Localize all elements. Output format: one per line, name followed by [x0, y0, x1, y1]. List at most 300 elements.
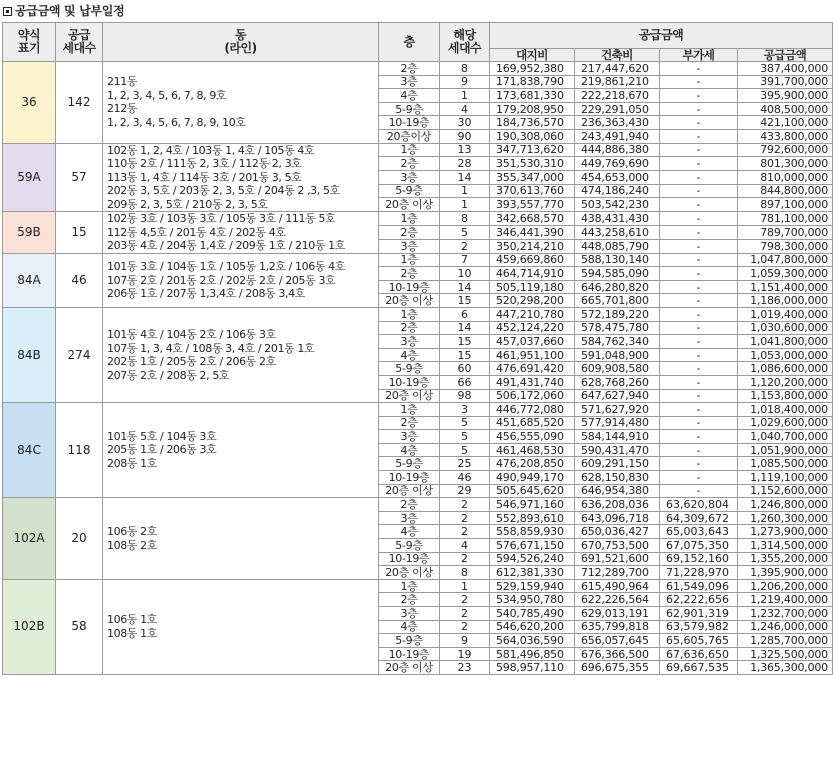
vat-cell: - [660, 212, 738, 226]
vat-cell: 67,075,350 [660, 539, 738, 553]
floor-units-cell: 1 [440, 198, 490, 212]
land-price-cell: 594,526,240 [490, 552, 575, 566]
total-price-cell: 1,086,600,000 [738, 362, 833, 376]
dong-line-cell: 102동 3호 / 103동 3호 / 105동 3호 / 111동 5호 112동 4,5호 / 201동 4호 / 202동 4호 203동 4호 / 204동 1,4호 / 209동 1호 / 210동 1호 [103, 212, 379, 254]
total-price-cell: 1,246,800,000 [738, 498, 833, 512]
supply-units-cell: 118 [56, 403, 103, 498]
floor-cell: 2층 [379, 225, 440, 239]
building-price-cell: 676,366,500 [575, 647, 660, 661]
land-price-cell: 491,431,740 [490, 375, 575, 389]
floor-units-cell: 2 [440, 239, 490, 253]
floor-cell: 10-19층 [379, 471, 440, 485]
floor-cell: 5-9층 [379, 102, 440, 116]
building-price-cell: 454,653,000 [575, 170, 660, 184]
total-price-cell: 897,100,000 [738, 198, 833, 212]
unit-type-cell: 84C [3, 403, 56, 498]
total-price-cell: 408,500,000 [738, 102, 833, 116]
vat-cell: - [660, 89, 738, 103]
square-bullet-icon [3, 7, 12, 16]
table-row [3, 62, 833, 76]
floor-units-cell: 5 [440, 443, 490, 457]
floor-units-cell: 19 [440, 647, 490, 661]
total-price-cell: 1,232,700,000 [738, 607, 833, 621]
building-price-cell: 646,280,820 [575, 280, 660, 294]
floor-cell: 20층 이상 [379, 661, 440, 675]
vat-cell: - [660, 471, 738, 485]
building-price-cell: 636,208,036 [575, 498, 660, 512]
building-price-cell: 444,886,380 [575, 143, 660, 157]
land-price-cell: 546,971,160 [490, 498, 575, 512]
building-price-cell: 665,701,800 [575, 294, 660, 308]
floor-cell: 3층 [379, 335, 440, 349]
building-price-cell: 696,675,355 [575, 661, 660, 675]
floor-cell: 4층 [379, 620, 440, 634]
dong-line-cell: 106동 2호 108동 2호 [103, 498, 379, 580]
floor-units-cell: 4 [440, 102, 490, 116]
total-price-cell: 1,051,900,000 [738, 443, 833, 457]
land-price-cell: 490,949,170 [490, 471, 575, 485]
land-price-cell: 451,685,520 [490, 416, 575, 430]
land-price-cell: 179,208,950 [490, 102, 575, 116]
floor-units-cell: 2 [440, 525, 490, 539]
total-price-cell: 1,151,400,000 [738, 280, 833, 294]
vat-cell: - [660, 157, 738, 171]
land-price-cell: 546,620,200 [490, 620, 575, 634]
total-price-cell: 395,900,000 [738, 89, 833, 103]
floor-units-cell: 23 [440, 661, 490, 675]
land-price-cell: 169,952,380 [490, 62, 575, 76]
floor-units-cell: 28 [440, 157, 490, 171]
land-price-cell: 452,124,220 [490, 321, 575, 335]
total-price-cell: 1,219,400,000 [738, 593, 833, 607]
building-price-cell: 474,186,240 [575, 184, 660, 198]
supply-price-table [2, 22, 833, 675]
floor-units-cell: 3 [440, 403, 490, 417]
total-price-cell: 1,041,800,000 [738, 335, 833, 349]
floor-units-cell: 60 [440, 362, 490, 376]
land-price-cell: 393,557,770 [490, 198, 575, 212]
land-price-cell: 461,951,100 [490, 348, 575, 362]
table-row [3, 212, 833, 226]
header-type: 약식 표기 [3, 23, 56, 62]
floor-units-cell: 15 [440, 335, 490, 349]
floor-units-cell: 46 [440, 471, 490, 485]
header-floor-units: 해당 세대수 [440, 23, 490, 62]
total-price-cell: 798,300,000 [738, 239, 833, 253]
vat-cell: 63,620,804 [660, 498, 738, 512]
total-price-cell: 1,186,000,000 [738, 294, 833, 308]
vat-cell: - [660, 280, 738, 294]
building-price-cell: 243,491,940 [575, 129, 660, 143]
vat-cell: - [660, 184, 738, 198]
total-price-cell: 844,800,000 [738, 184, 833, 198]
total-price-cell: 1,030,600,000 [738, 321, 833, 335]
floor-cell: 3층 [379, 607, 440, 621]
vat-cell: 63,579,982 [660, 620, 738, 634]
building-price-cell: 591,048,900 [575, 348, 660, 362]
header-land: 대지비 [490, 49, 575, 62]
table-row [3, 143, 833, 157]
total-price-cell: 1,119,100,000 [738, 471, 833, 485]
vat-cell: - [660, 403, 738, 417]
land-price-cell: 564,036,590 [490, 634, 575, 648]
vat-cell: 69,667,535 [660, 661, 738, 675]
floor-cell: 3층 [379, 239, 440, 253]
floor-cell: 4층 [379, 525, 440, 539]
building-price-cell: 590,431,470 [575, 443, 660, 457]
floor-units-cell: 5 [440, 430, 490, 444]
building-price-cell: 572,189,220 [575, 307, 660, 321]
total-price-cell: 1,029,600,000 [738, 416, 833, 430]
vat-cell: - [660, 307, 738, 321]
land-price-cell: 540,785,490 [490, 607, 575, 621]
floor-cell: 1층 [379, 403, 440, 417]
floor-units-cell: 6 [440, 307, 490, 321]
floor-units-cell: 2 [440, 593, 490, 607]
floor-cell: 5-9층 [379, 634, 440, 648]
land-price-cell: 446,772,080 [490, 403, 575, 417]
building-price-cell: 449,769,690 [575, 157, 660, 171]
land-price-cell: 505,645,620 [490, 484, 575, 498]
floor-units-cell: 4 [440, 539, 490, 553]
supply-units-cell: 15 [56, 212, 103, 254]
total-price-cell: 1,273,900,000 [738, 525, 833, 539]
total-price-cell: 1,120,200,000 [738, 375, 833, 389]
building-price-cell: 647,627,940 [575, 389, 660, 403]
vat-cell: - [660, 430, 738, 444]
building-price-cell: 609,908,580 [575, 362, 660, 376]
building-price-cell: 594,585,090 [575, 267, 660, 281]
unit-type-cell: 59B [3, 212, 56, 254]
floor-units-cell: 66 [440, 375, 490, 389]
building-price-cell: 650,036,427 [575, 525, 660, 539]
vat-cell: - [660, 443, 738, 457]
floor-cell: 3층 [379, 430, 440, 444]
header-floor: 층 [379, 23, 440, 62]
land-price-cell: 190,308,060 [490, 129, 575, 143]
land-price-cell: 184,736,570 [490, 116, 575, 130]
floor-cell: 4층 [379, 348, 440, 362]
floor-cell: 10-19층 [379, 647, 440, 661]
building-price-cell: 503,542,230 [575, 198, 660, 212]
floor-cell: 10-19층 [379, 552, 440, 566]
building-price-cell: 571,627,920 [575, 403, 660, 417]
land-price-cell: 505,119,180 [490, 280, 575, 294]
total-price-cell: 1,285,700,000 [738, 634, 833, 648]
floor-units-cell: 14 [440, 321, 490, 335]
section-title [0, 0, 833, 22]
floor-units-cell: 29 [440, 484, 490, 498]
land-price-cell: 529,159,940 [490, 579, 575, 593]
floor-units-cell: 2 [440, 607, 490, 621]
building-price-cell: 438,431,430 [575, 212, 660, 226]
building-price-cell: 577,914,480 [575, 416, 660, 430]
total-price-cell: 1,152,600,000 [738, 484, 833, 498]
floor-cell: 20층 이상 [379, 294, 440, 308]
floor-units-cell: 13 [440, 143, 490, 157]
floor-cell: 20층이상 [379, 129, 440, 143]
floor-cell: 4층 [379, 443, 440, 457]
floor-units-cell: 2 [440, 511, 490, 525]
building-price-cell: 712,289,700 [575, 566, 660, 580]
total-price-cell: 1,206,200,000 [738, 579, 833, 593]
header-building: 건축비 [575, 49, 660, 62]
dong-line-cell: 101동 4호 / 104동 2호 / 106동 3호 107동 1, 3, 4호 / 108동 3, 4호 / 201동 1호 202동 1호 / 205동 2호 / 206동 2호 207동 2호 / 208동 2, 5호 [103, 307, 379, 402]
floor-cell: 5-9층 [379, 457, 440, 471]
land-price-cell: 370,613,760 [490, 184, 575, 198]
vat-cell: - [660, 239, 738, 253]
floor-cell: 5-9층 [379, 362, 440, 376]
header-dong: 동 (라인) [103, 23, 379, 62]
land-price-cell: 459,669,860 [490, 253, 575, 267]
vat-cell: 62,901,319 [660, 607, 738, 621]
floor-cell: 20층 이상 [379, 566, 440, 580]
land-price-cell: 520,298,200 [490, 294, 575, 308]
supply-units-cell: 57 [56, 143, 103, 212]
floor-units-cell: 15 [440, 348, 490, 362]
floor-units-cell: 9 [440, 75, 490, 89]
floor-units-cell: 2 [440, 620, 490, 634]
table-row [3, 403, 833, 417]
building-price-cell: 588,130,140 [575, 253, 660, 267]
vat-cell: 61,549,096 [660, 579, 738, 593]
table-row [3, 253, 833, 267]
vat-cell: 64,309,672 [660, 511, 738, 525]
total-price-cell: 1,325,500,000 [738, 647, 833, 661]
building-price-cell: 219,861,210 [575, 75, 660, 89]
vat-cell: - [660, 102, 738, 116]
floor-units-cell: 90 [440, 129, 490, 143]
vat-cell: - [660, 348, 738, 362]
floor-units-cell: 15 [440, 294, 490, 308]
unit-type-cell: 102B [3, 579, 56, 674]
building-price-cell: 691,521,600 [575, 552, 660, 566]
floor-cell: 2층 [379, 593, 440, 607]
vat-cell: - [660, 116, 738, 130]
unit-type-cell: 84A [3, 253, 56, 307]
land-price-cell: 476,691,420 [490, 362, 575, 376]
total-price-cell: 1,395,900,000 [738, 566, 833, 580]
land-price-cell: 350,214,210 [490, 239, 575, 253]
total-price-cell: 391,700,000 [738, 75, 833, 89]
floor-units-cell: 14 [440, 280, 490, 294]
header-total: 공급금액 [738, 49, 833, 62]
floor-units-cell: 1 [440, 184, 490, 198]
total-price-cell: 1,314,500,000 [738, 539, 833, 553]
vat-cell: 62,222,656 [660, 593, 738, 607]
total-price-cell: 1,018,400,000 [738, 403, 833, 417]
building-price-cell: 443,258,610 [575, 225, 660, 239]
total-price-cell: 1,260,300,000 [738, 511, 833, 525]
land-price-cell: 558,859,930 [490, 525, 575, 539]
vat-cell: - [660, 294, 738, 308]
table-body [3, 62, 833, 675]
total-price-cell: 789,700,000 [738, 225, 833, 239]
floor-units-cell: 5 [440, 225, 490, 239]
building-price-cell: 656,057,645 [575, 634, 660, 648]
unit-type-cell: 84B [3, 307, 56, 402]
building-price-cell: 584,762,340 [575, 335, 660, 349]
total-price-cell: 792,600,000 [738, 143, 833, 157]
total-price-cell: 801,300,000 [738, 157, 833, 171]
vat-cell: 71,228,970 [660, 566, 738, 580]
vat-cell: - [660, 416, 738, 430]
floor-units-cell: 2 [440, 498, 490, 512]
dong-line-cell: 101동 5호 / 104동 3호 205동 1호 / 206동 3호 208동 1호 [103, 403, 379, 498]
land-price-cell: 171,838,790 [490, 75, 575, 89]
floor-cell: 2층 [379, 62, 440, 76]
table-row [3, 498, 833, 512]
total-price-cell: 1,365,300,000 [738, 661, 833, 675]
land-price-cell: 476,208,850 [490, 457, 575, 471]
floor-cell: 20층 이상 [379, 389, 440, 403]
land-price-cell: 464,714,910 [490, 267, 575, 281]
unit-type-cell: 59A [3, 143, 56, 212]
total-price-cell: 387,400,000 [738, 62, 833, 76]
building-price-cell: 229,291,050 [575, 102, 660, 116]
building-price-cell: 222,218,670 [575, 89, 660, 103]
vat-cell: - [660, 484, 738, 498]
floor-units-cell: 7 [440, 253, 490, 267]
vat-cell: - [660, 253, 738, 267]
dong-line-cell: 101동 3호 / 104동 1호 / 105동 1,2호 / 106동 4호 107동 2호 / 201동 2호 / 202동 2호 / 205동 3호 206동 1호 / 207동 1,3,4호 / 208동 3,4호 [103, 253, 379, 307]
floor-cell: 10-19층 [379, 116, 440, 130]
floor-cell: 5-9층 [379, 184, 440, 198]
vat-cell: - [660, 389, 738, 403]
building-price-cell: 635,799,818 [575, 620, 660, 634]
total-price-cell: 1,040,700,000 [738, 430, 833, 444]
floor-cell: 3층 [379, 511, 440, 525]
floor-cell: 5-9층 [379, 539, 440, 553]
floor-cell: 3층 [379, 170, 440, 184]
floor-units-cell: 30 [440, 116, 490, 130]
land-price-cell: 581,496,850 [490, 647, 575, 661]
vat-cell: - [660, 129, 738, 143]
building-price-cell: 448,085,790 [575, 239, 660, 253]
vat-cell: - [660, 362, 738, 376]
total-price-cell: 421,100,000 [738, 116, 833, 130]
dong-line-cell: 211동 1, 2, 3, 4, 5, 6, 7, 8, 9호 212동 1, 2, 3, 4, 5, 6, 7, 8, 9, 10호 [103, 62, 379, 144]
building-price-cell: 578,475,780 [575, 321, 660, 335]
land-price-cell: 347,713,620 [490, 143, 575, 157]
floor-units-cell: 1 [440, 579, 490, 593]
floor-cell: 1층 [379, 579, 440, 593]
header-supply-units: 공급 세대수 [56, 23, 103, 62]
building-price-cell: 670,753,500 [575, 539, 660, 553]
total-price-cell: 781,100,000 [738, 212, 833, 226]
vat-cell: - [660, 143, 738, 157]
floor-cell: 20층 이상 [379, 198, 440, 212]
vat-cell: - [660, 267, 738, 281]
supply-units-cell: 20 [56, 498, 103, 580]
floor-cell: 2층 [379, 267, 440, 281]
land-price-cell: 598,957,110 [490, 661, 575, 675]
header-vat: 부가세 [660, 49, 738, 62]
vat-cell: - [660, 75, 738, 89]
floor-units-cell: 8 [440, 566, 490, 580]
dong-line-cell: 102동 1, 2, 4호 / 103동 1, 4호 / 105동 4호 110동 2호 / 111동 2, 3호 / 112동 2, 3호 113동 1, 4호 / 114동 3호 / 201동 3, 5호 202동 3, 5호 / 203동 2, 3, 5호 / 204동 2 ,3, 5호 209동 2, 3, 5호 / 210동 2, 3, 5호 [103, 143, 379, 212]
total-price-cell: 1,019,400,000 [738, 307, 833, 321]
building-price-cell: 628,768,260 [575, 375, 660, 389]
unit-type-cell: 102A [3, 498, 56, 580]
building-price-cell: 236,363,430 [575, 116, 660, 130]
building-price-cell: 584,144,910 [575, 430, 660, 444]
land-price-cell: 342,668,570 [490, 212, 575, 226]
floor-cell: 2층 [379, 321, 440, 335]
building-price-cell: 622,226,564 [575, 593, 660, 607]
land-price-cell: 456,555,090 [490, 430, 575, 444]
floor-cell: 1층 [379, 253, 440, 267]
floor-units-cell: 2 [440, 552, 490, 566]
supply-units-cell: 274 [56, 307, 103, 402]
vat-cell: - [660, 457, 738, 471]
floor-units-cell: 8 [440, 212, 490, 226]
building-price-cell: 217,447,620 [575, 62, 660, 76]
total-price-cell: 1,059,300,000 [738, 267, 833, 281]
land-price-cell: 461,468,530 [490, 443, 575, 457]
floor-cell: 2층 [379, 157, 440, 171]
floor-units-cell: 10 [440, 267, 490, 281]
unit-type-cell: 36 [3, 62, 56, 144]
total-price-cell: 1,047,800,000 [738, 253, 833, 267]
floor-cell: 1층 [379, 307, 440, 321]
floor-cell: 10-19층 [379, 375, 440, 389]
vat-cell: - [660, 62, 738, 76]
floor-units-cell: 1 [440, 89, 490, 103]
floor-cell: 1층 [379, 143, 440, 157]
dong-line-cell: 106동 1호 108동 1호 [103, 579, 379, 674]
table-row [3, 579, 833, 593]
floor-cell: 1층 [379, 212, 440, 226]
total-price-cell: 1,246,000,000 [738, 620, 833, 634]
vat-cell: - [660, 375, 738, 389]
floor-cell: 2층 [379, 416, 440, 430]
vat-cell: 65,605,765 [660, 634, 738, 648]
floor-cell: 4층 [379, 89, 440, 103]
total-price-cell: 1,053,000,000 [738, 348, 833, 362]
vat-cell: - [660, 225, 738, 239]
vat-cell: - [660, 335, 738, 349]
total-price-cell: 1,153,800,000 [738, 389, 833, 403]
supply-units-cell: 142 [56, 62, 103, 144]
land-price-cell: 346,441,390 [490, 225, 575, 239]
land-price-cell: 173,681,330 [490, 89, 575, 103]
floor-units-cell: 5 [440, 416, 490, 430]
building-price-cell: 629,013,191 [575, 607, 660, 621]
vat-cell: 69,152,160 [660, 552, 738, 566]
vat-cell: - [660, 170, 738, 184]
vat-cell: - [660, 198, 738, 212]
section-title-text: 공급금액 및 납부일정 [15, 4, 125, 18]
building-price-cell: 609,291,150 [575, 457, 660, 471]
floor-units-cell: 14 [440, 170, 490, 184]
header-supply-amount: 공급금액 [490, 23, 833, 49]
land-price-cell: 355,347,000 [490, 170, 575, 184]
floor-units-cell: 9 [440, 634, 490, 648]
building-price-cell: 615,490,964 [575, 579, 660, 593]
land-price-cell: 457,037,660 [490, 335, 575, 349]
floor-cell: 3층 [379, 75, 440, 89]
floor-units-cell: 25 [440, 457, 490, 471]
land-price-cell: 534,950,780 [490, 593, 575, 607]
vat-cell: 67,636,650 [660, 647, 738, 661]
total-price-cell: 810,000,000 [738, 170, 833, 184]
floor-units-cell: 98 [440, 389, 490, 403]
table-row [3, 307, 833, 321]
building-price-cell: 628,150,830 [575, 471, 660, 485]
building-price-cell: 646,954,380 [575, 484, 660, 498]
vat-cell: - [660, 321, 738, 335]
